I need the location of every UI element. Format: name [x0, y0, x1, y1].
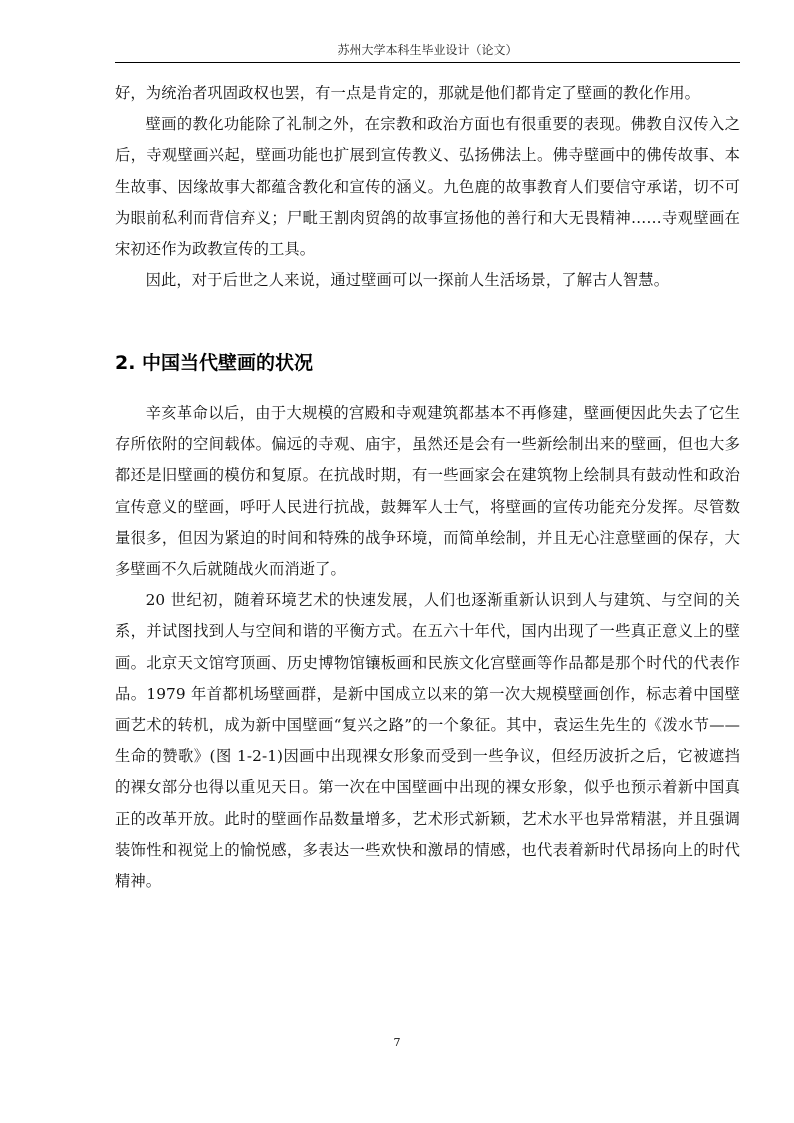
section2-body: [115, 398, 740, 897]
section1-body: [115, 78, 740, 296]
paragraph: 20 世纪初，随着环境艺术的快速发展，人们也逐渐重新认识到人与建筑、与空间的关系，并试图找到人与空间和谐的平衡方式。在五六十年代，国内出现了一些真正意义上的壁画。北京天文馆穹顶画、历史博物馆镶板画和民族文化宫壁画等作品都是那个时代的代表作品。1979 年首都机场壁画群，是新中国成立以来的第一次大规模壁画创作，标志着中国壁画艺术的转机，成为新中国壁画“复兴之路”的一个象征。其中，袁运生先生的《泼水节——生命的赞歌》(图 1-2-1)因画中出现裸女形象而受到一些争议，但经历波折之后，它被遮挡的裸女部分也得以重见天日。第一次在中国壁画中出现的裸女形象，似乎也预示着新中国真正的改革开放。此时的壁画作品数量增多，艺术形式新颖，艺术水平也异常精湛，并且强调装饰性和视觉上的愉悦感，多表达一些欢快和激昂的情感，也代表着新时代昂扬向上的时代精神。: [115, 591, 740, 891]
paragraph: 壁画的教化功能除了礼制之外，在宗教和政治方面也有很重要的表现。佛教自汉传入之后，寺观壁画兴起，壁画功能也扩展到宣传教义、弘扬佛法上。佛寺壁画中的佛传故事、本生故事、因缘故事大都蕴含教化和宣传的涵义。九色鹿的故事教育人们要信守承诺，切不可为眼前私利而背信弃义；尸毗王割肉贸鸽的故事宣扬他的善行和大无畏精神……寺观壁画在宋初还作为政教宣传的工具。: [115, 115, 740, 259]
section-heading: 2. 中国当代壁画的状况: [115, 352, 314, 374]
paragraph: 好，为统治者巩固政权也罢，有一点是肯定的，那就是他们都肯定了壁画的教化作用。: [115, 84, 701, 102]
page-number: 7: [393, 1036, 401, 1049]
running-header: 苏州大学本科生毕业设计（论文）: [115, 38, 740, 63]
paragraph: 辛亥革命以后，由于大规模的宫殿和寺观建筑都基本不再修建，壁画便因此失去了它生存所依附的空间载体。偏远的寺观、庙宇，虽然还是会有一些新绘制出来的壁画，但也大多都还是旧壁画的模仿和复原。在抗战时期，有一些画家会在建筑物上绘制具有鼓动性和政治宣传意义的壁画，呼吁人民进行抗战，鼓舞军人士气，将壁画的宣传功能充分发挥。尽管数量很多，但因为紧迫的时间和特殊的战争环境，而简单绘制，并且无心注意壁画的保存，大多壁画不久后就随战火而消逝了。: [115, 404, 740, 579]
paragraph: 因此，对于后世之人来说，通过壁画可以一探前人生活场景，了解古人智慧。: [145, 271, 670, 290]
